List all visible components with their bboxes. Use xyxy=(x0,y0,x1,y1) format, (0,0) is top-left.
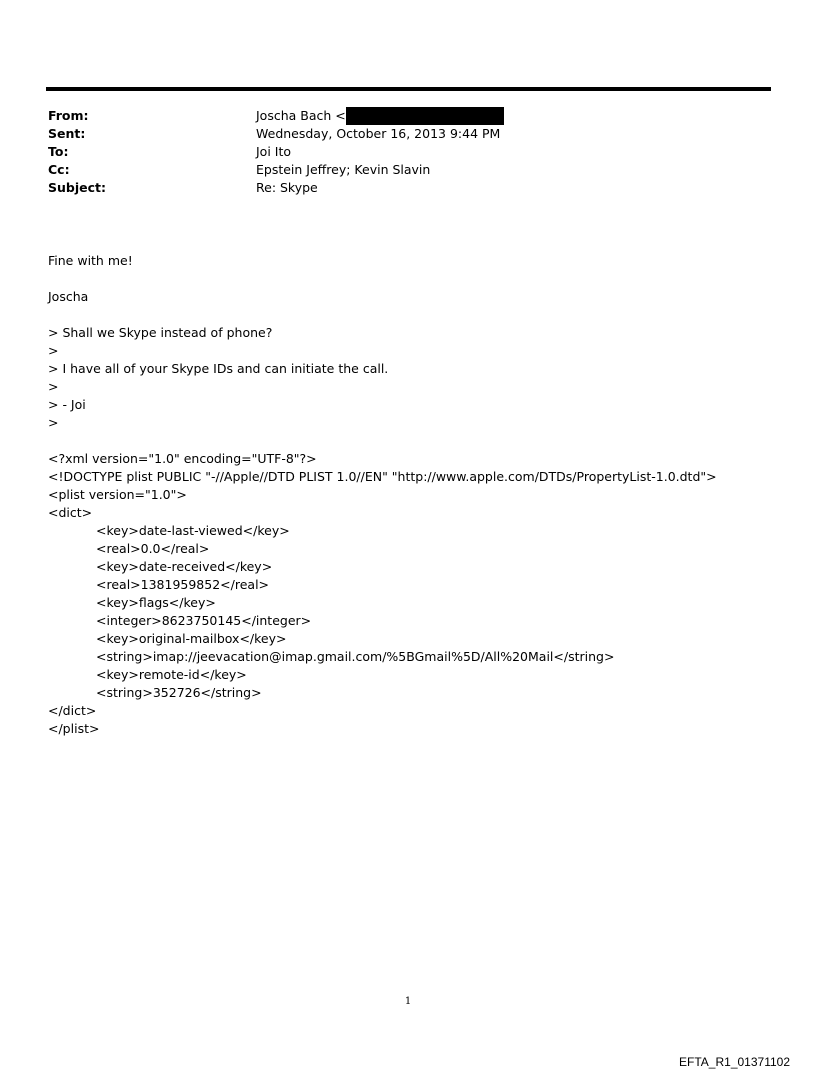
plist-entry: <key>flags</key> xyxy=(96,595,216,610)
quoted-line: > xyxy=(48,379,59,394)
plist-entry: <real>1381959852</real> xyxy=(96,577,270,592)
quoted-text xyxy=(48,324,768,432)
quoted-line: > I have all of your Skype IDs and can initiate the call. xyxy=(48,361,389,376)
from-row xyxy=(48,107,748,125)
from-label: From: xyxy=(48,108,89,123)
signature: Joscha xyxy=(48,289,89,304)
quoted-line: > xyxy=(48,415,59,430)
plist-line: </plist> xyxy=(48,721,100,736)
subject-value: Re: Skype xyxy=(256,180,318,195)
sent-label: Sent: xyxy=(48,126,86,141)
page-number: 1 xyxy=(404,996,412,1007)
to-value: Joi Ito xyxy=(256,144,292,159)
plist-block xyxy=(48,450,768,738)
from-value xyxy=(256,107,504,125)
to-label: To: xyxy=(48,144,69,159)
from-sender: Joscha Bach < xyxy=(256,108,346,123)
plist-entry: <real>0.0</real> xyxy=(96,541,210,556)
redaction-box xyxy=(346,107,504,125)
plist-entry: <key>date-last-viewed</key> xyxy=(96,523,290,538)
plist-line: <?xml version="1.0" encoding="UTF-8"?> xyxy=(48,451,317,466)
sent-value: Wednesday, October 16, 2013 9:44 PM xyxy=(256,126,501,141)
email-body xyxy=(48,252,768,738)
document-id: EFTA_R1_01371102 xyxy=(679,1055,790,1069)
to-row xyxy=(48,143,748,161)
cc-label: Cc: xyxy=(48,162,70,177)
plist-entry: <key>original-mailbox</key> xyxy=(96,631,287,646)
plist-line: <plist version="1.0"> xyxy=(48,487,187,502)
header-rule xyxy=(46,87,771,91)
plist-entry: <integer>8623750145</integer> xyxy=(96,613,312,628)
sent-row xyxy=(48,125,748,143)
reply-text: Fine with me! xyxy=(48,253,133,268)
subject-row xyxy=(48,179,748,197)
subject-label: Subject: xyxy=(48,180,106,195)
plist-line: <dict> xyxy=(48,505,93,520)
plist-entry: <key>date-received</key> xyxy=(96,559,273,574)
plist-line: </dict> xyxy=(48,703,97,718)
plist-entry: <key>remote-id</key> xyxy=(96,667,247,682)
cc-value: Epstein Jeffrey; Kevin Slavin xyxy=(256,162,431,177)
plist-entry: <string>352726</string> xyxy=(96,685,262,700)
plist-entry: <string>imap://jeevacation@imap.gmail.com/%5BGmail%5D/All%20Mail</string> xyxy=(96,649,615,664)
email-header xyxy=(48,107,748,197)
plist-line: <!DOCTYPE plist PUBLIC "-//Apple//DTD PLIST 1.0//EN" "http://www.apple.com/DTDs/PropertyList-1.0.dtd"> xyxy=(48,469,717,484)
quoted-line: > - Joi xyxy=(48,397,86,412)
quoted-line: > Shall we Skype instead of phone? xyxy=(48,325,273,340)
cc-row xyxy=(48,161,748,179)
quoted-line: > xyxy=(48,343,59,358)
